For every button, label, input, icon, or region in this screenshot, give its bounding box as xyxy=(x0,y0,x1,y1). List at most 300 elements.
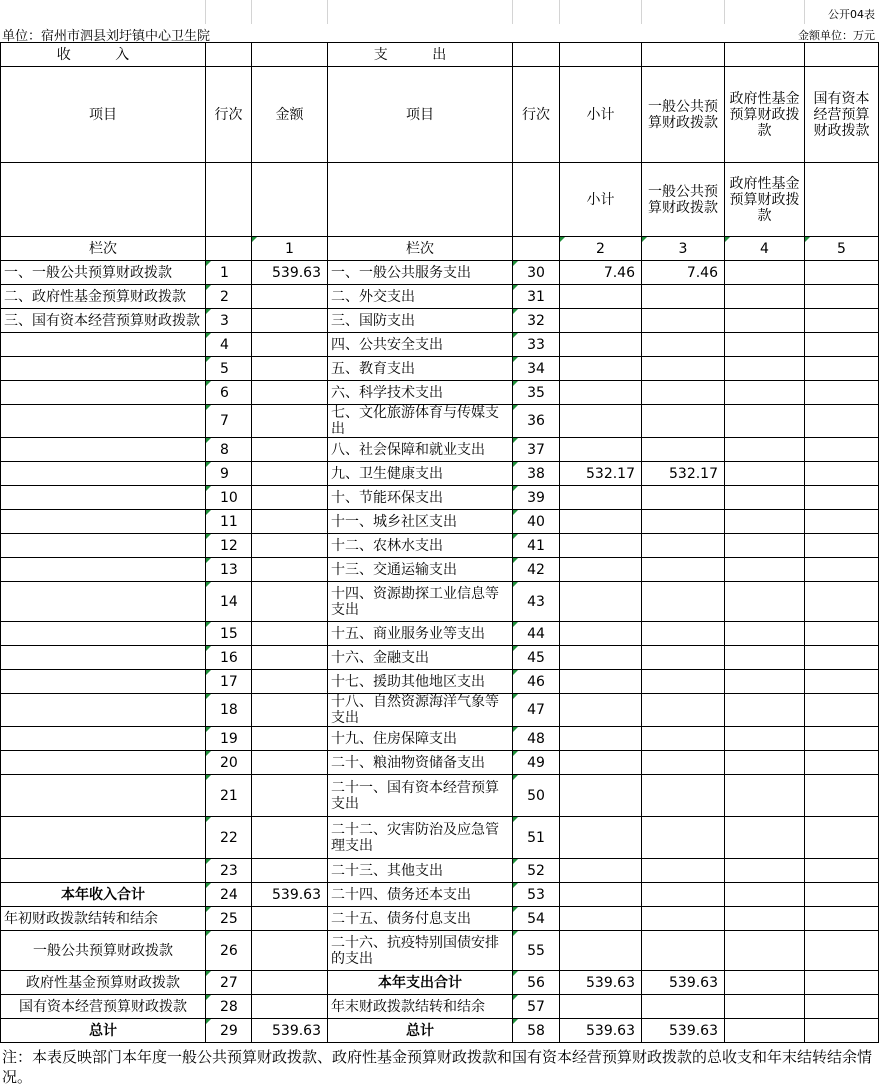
state-capital-amount xyxy=(805,333,879,357)
state-capital-amount xyxy=(805,510,879,534)
empty-cell xyxy=(805,163,879,237)
income-amount xyxy=(252,582,328,622)
expenditure-item: 二十六、抗疫特别国债安排的支出 xyxy=(328,931,513,971)
table-row xyxy=(1,775,879,817)
gov-fund-amount xyxy=(725,727,805,751)
table-row xyxy=(1,883,879,907)
expenditure-row-number: 54 xyxy=(513,907,560,931)
expenditure-row-number: 55 xyxy=(513,931,560,971)
gov-fund-amount xyxy=(725,405,805,438)
gov-fund-amount xyxy=(725,357,805,381)
income-amount xyxy=(252,817,328,859)
gov-fund-amount xyxy=(725,907,805,931)
income-item: 本年收入合计 xyxy=(1,883,206,907)
general-budget-amount xyxy=(642,907,725,931)
general-budget-amount xyxy=(642,931,725,971)
income-amount xyxy=(252,670,328,694)
income-amount: 539.63 xyxy=(252,883,328,907)
budget-table xyxy=(0,42,879,1043)
expenditure-item: 七、文化旅游体育与传媒支出 xyxy=(328,405,513,438)
income-header: 收 入 xyxy=(1,43,206,67)
state-capital-amount xyxy=(805,670,879,694)
income-item xyxy=(1,694,206,727)
subtotal-amount xyxy=(560,309,642,333)
general-budget-amount xyxy=(642,405,725,438)
income-item-header: 项目 xyxy=(1,67,206,163)
expenditure-row-number: 41 xyxy=(513,534,560,558)
income-amount xyxy=(252,622,328,646)
expenditure-item: 十三、交通运输支出 xyxy=(328,558,513,582)
state-capital-amount xyxy=(805,907,879,931)
general-budget-header: 一般公共预算财政拨款 xyxy=(642,67,725,163)
gov-fund-amount xyxy=(725,995,805,1019)
subtotal-amount xyxy=(560,582,642,622)
empty-cell xyxy=(805,43,879,67)
table-row xyxy=(1,357,879,381)
expenditure-item: 三、国防支出 xyxy=(328,309,513,333)
income-row-number: 2 xyxy=(206,285,252,309)
income-row-number: 4 xyxy=(206,333,252,357)
gov-fund-amount xyxy=(725,486,805,510)
subtotal-amount xyxy=(560,646,642,670)
expenditure-row-number: 49 xyxy=(513,751,560,775)
income-item xyxy=(1,622,206,646)
subtotal-amount xyxy=(560,907,642,931)
state-capital-amount xyxy=(805,462,879,486)
subtotal-amount: 539.63 xyxy=(560,971,642,995)
state-capital-amount xyxy=(805,931,879,971)
column-header-strip xyxy=(0,0,879,24)
subtotal-amount: 532.17 xyxy=(560,462,642,486)
expenditure-row-number: 46 xyxy=(513,670,560,694)
expenditure-row-number: 50 xyxy=(513,775,560,817)
expenditure-item: 十二、农林水支出 xyxy=(328,534,513,558)
subtotal-amount xyxy=(560,883,642,907)
form-code: 公开04表 xyxy=(828,8,875,21)
expenditure-item: 十五、商业服务业等支出 xyxy=(328,622,513,646)
empty-cell xyxy=(513,163,560,237)
table-row xyxy=(1,751,879,775)
empty-cell xyxy=(642,43,725,67)
income-item xyxy=(1,775,206,817)
state-capital-amount xyxy=(805,357,879,381)
expenditure-row-number: 52 xyxy=(513,859,560,883)
expenditure-item: 二十、粮油物资储备支出 xyxy=(328,751,513,775)
expenditure-item: 六、科学技术支出 xyxy=(328,381,513,405)
expenditure-item: 本年支出合计 xyxy=(328,971,513,995)
income-row-number: 9 xyxy=(206,462,252,486)
income-row-number: 17 xyxy=(206,670,252,694)
subtotal-amount xyxy=(560,405,642,438)
income-amount xyxy=(252,971,328,995)
expenditure-item: 二十五、债务付息支出 xyxy=(328,907,513,931)
general-budget-amount xyxy=(642,727,725,751)
section-header-row xyxy=(1,43,879,67)
expenditure-item: 十一、城乡社区支出 xyxy=(328,510,513,534)
table-row xyxy=(1,510,879,534)
gov-fund-amount xyxy=(725,931,805,971)
expenditure-item: 二十二、灾害防治及应急管理支出 xyxy=(328,817,513,859)
expenditure-item: 十八、自然资源海洋气象等支出 xyxy=(328,694,513,727)
subtotal-amount xyxy=(560,333,642,357)
income-amount xyxy=(252,333,328,357)
table-row xyxy=(1,438,879,462)
income-row-number: 23 xyxy=(206,859,252,883)
gov-fund-amount xyxy=(725,582,805,622)
income-item: 年初财政拨款结转和结余 xyxy=(1,907,206,931)
state-capital-amount xyxy=(805,381,879,405)
subtotal-amount xyxy=(560,727,642,751)
subtotal-amount: 7.46 xyxy=(560,261,642,285)
subtotal-amount xyxy=(560,670,642,694)
gov-fund-amount xyxy=(725,751,805,775)
table-row xyxy=(1,859,879,883)
general-budget-amount xyxy=(642,285,725,309)
income-amount: 539.63 xyxy=(252,1019,328,1043)
expenditure-item: 十六、金融支出 xyxy=(328,646,513,670)
income-amount xyxy=(252,727,328,751)
general-budget-amount xyxy=(642,694,725,727)
income-item xyxy=(1,357,206,381)
income-row-number: 6 xyxy=(206,381,252,405)
expenditure-row-number: 57 xyxy=(513,995,560,1019)
table-row xyxy=(1,381,879,405)
income-item: 国有资本经营预算财政拨款 xyxy=(1,995,206,1019)
income-amount xyxy=(252,775,328,817)
income-amount xyxy=(252,694,328,727)
expenditure-item: 总计 xyxy=(328,1019,513,1043)
subtotal-amount xyxy=(560,775,642,817)
table-row xyxy=(1,534,879,558)
income-column-no: 栏次 xyxy=(1,237,206,261)
income-row-number: 22 xyxy=(206,817,252,859)
table-row xyxy=(1,995,879,1019)
income-amount xyxy=(252,285,328,309)
income-row-number: 29 xyxy=(206,1019,252,1043)
income-row-number: 28 xyxy=(206,995,252,1019)
general-budget-amount xyxy=(642,510,725,534)
table-row xyxy=(1,727,879,751)
income-item: 一般公共预算财政拨款 xyxy=(1,931,206,971)
general-budget-amount xyxy=(642,646,725,670)
subtotal-amount xyxy=(560,558,642,582)
gov-fund-amount xyxy=(725,309,805,333)
state-capital-amount xyxy=(805,558,879,582)
income-item xyxy=(1,534,206,558)
income-item xyxy=(1,462,206,486)
income-item: 三、国有资本经营预算财政拨款 xyxy=(1,309,206,333)
income-item: 总计 xyxy=(1,1019,206,1043)
subtotal-amount xyxy=(560,817,642,859)
expenditure-row-number: 30 xyxy=(513,261,560,285)
subtotal-amount xyxy=(560,486,642,510)
subtotal-amount: 539.63 xyxy=(560,1019,642,1043)
state-capital-amount xyxy=(805,534,879,558)
expenditure-header: 支 出 xyxy=(328,43,513,67)
unit-name: 单位：宿州市泗县刘圩镇中心卫生院 xyxy=(2,29,211,44)
table-row xyxy=(1,670,879,694)
income-item xyxy=(1,438,206,462)
general-budget-amount xyxy=(642,995,725,1019)
state-capital-amount xyxy=(805,1019,879,1043)
general-budget-amount xyxy=(642,558,725,582)
money-unit: 金额单位：万元 xyxy=(798,29,875,42)
expenditure-item: 九、卫生健康支出 xyxy=(328,462,513,486)
income-row-number: 11 xyxy=(206,510,252,534)
income-amount xyxy=(252,357,328,381)
income-row-number: 1 xyxy=(206,261,252,285)
income-item xyxy=(1,486,206,510)
income-amount xyxy=(252,646,328,670)
empty-cell xyxy=(252,43,328,67)
expenditure-row-number: 31 xyxy=(513,285,560,309)
table-row xyxy=(1,333,879,357)
subtotal-amount xyxy=(560,859,642,883)
empty-cell xyxy=(513,43,560,67)
state-capital-amount xyxy=(805,285,879,309)
state-capital-amount xyxy=(805,405,879,438)
income-item xyxy=(1,751,206,775)
expenditure-item: 十、节能环保支出 xyxy=(328,486,513,510)
general-budget-amount xyxy=(642,333,725,357)
gov-fund-amount xyxy=(725,285,805,309)
table-row xyxy=(1,1019,879,1043)
state-capital-amount xyxy=(805,751,879,775)
income-amount xyxy=(252,995,328,1019)
subtotal-amount xyxy=(560,694,642,727)
expenditure-row-number: 32 xyxy=(513,309,560,333)
unit-line xyxy=(0,24,879,42)
gov-fund-amount xyxy=(725,670,805,694)
income-item xyxy=(1,582,206,622)
income-amount xyxy=(252,907,328,931)
expenditure-row-number: 45 xyxy=(513,646,560,670)
income-row-number: 21 xyxy=(206,775,252,817)
expenditure-row-number: 48 xyxy=(513,727,560,751)
expenditure-item: 一、一般公共服务支出 xyxy=(328,261,513,285)
gov-fund-amount xyxy=(725,646,805,670)
table-row xyxy=(1,261,879,285)
empty-cell xyxy=(206,43,252,67)
income-item: 一、一般公共预算财政拨款 xyxy=(1,261,206,285)
table-row xyxy=(1,646,879,670)
expenditure-row-number: 53 xyxy=(513,883,560,907)
income-item xyxy=(1,558,206,582)
empty-cell xyxy=(1,163,206,237)
expenditure-item-header: 项目 xyxy=(328,67,513,163)
state-capital-amount xyxy=(805,727,879,751)
income-item xyxy=(1,405,206,438)
income-amount xyxy=(252,751,328,775)
expenditure-row-number: 39 xyxy=(513,486,560,510)
subtotal-amount xyxy=(560,381,642,405)
income-amount xyxy=(252,534,328,558)
gov-fund-amount xyxy=(725,622,805,646)
expenditure-row-number: 56 xyxy=(513,971,560,995)
state-capital-amount xyxy=(805,775,879,817)
general-budget-amount xyxy=(642,357,725,381)
gov-fund-header: 政府性基金预算财政拨款 xyxy=(725,67,805,163)
subtotal-amount xyxy=(560,622,642,646)
income-amount xyxy=(252,558,328,582)
state-capital-amount xyxy=(805,995,879,1019)
income-item: 政府性基金预算财政拨款 xyxy=(1,971,206,995)
state-capital-amount xyxy=(805,883,879,907)
expenditure-column-no: 栏次 xyxy=(328,237,513,261)
table-row xyxy=(1,582,879,622)
subtotal-amount xyxy=(560,995,642,1019)
state-capital-amount xyxy=(805,309,879,333)
subtotal-amount xyxy=(560,534,642,558)
gov-fund-amount xyxy=(725,558,805,582)
empty-cell xyxy=(252,163,328,237)
gov-fund-amount xyxy=(725,438,805,462)
income-item xyxy=(1,381,206,405)
gov-fund-amount xyxy=(725,381,805,405)
subtotal-amount xyxy=(560,357,642,381)
expenditure-item: 年末财政拨款结转和结余 xyxy=(328,995,513,1019)
general-budget-amount xyxy=(642,381,725,405)
gov-fund-amount xyxy=(725,462,805,486)
col4-label: 4 xyxy=(725,237,805,261)
state-capital-amount xyxy=(805,817,879,859)
expenditure-row-number: 51 xyxy=(513,817,560,859)
income-item xyxy=(1,727,206,751)
income-amount xyxy=(252,309,328,333)
state-capital-amount xyxy=(805,971,879,995)
income-row-number: 5 xyxy=(206,357,252,381)
expenditure-row-number: 35 xyxy=(513,381,560,405)
income-row-number: 26 xyxy=(206,931,252,971)
income-amount xyxy=(252,381,328,405)
income-amount xyxy=(252,405,328,438)
table-row xyxy=(1,486,879,510)
expenditure-row-number: 40 xyxy=(513,510,560,534)
expenditure-item: 二十三、其他支出 xyxy=(328,859,513,883)
empty-cell xyxy=(560,43,642,67)
expenditure-row-number: 58 xyxy=(513,1019,560,1043)
state-capital-amount xyxy=(805,582,879,622)
table-row xyxy=(1,817,879,859)
expenditure-row-number: 36 xyxy=(513,405,560,438)
income-row-number: 25 xyxy=(206,907,252,931)
income-amount xyxy=(252,438,328,462)
gov-fund-amount xyxy=(725,817,805,859)
expenditure-item: 十七、援助其他地区支出 xyxy=(328,670,513,694)
income-row-number: 20 xyxy=(206,751,252,775)
income-row-number: 24 xyxy=(206,883,252,907)
table-row xyxy=(1,931,879,971)
income-amount xyxy=(252,931,328,971)
expenditure-row-number: 42 xyxy=(513,558,560,582)
subtotal-amount xyxy=(560,510,642,534)
income-row-number: 19 xyxy=(206,727,252,751)
income-item xyxy=(1,510,206,534)
state-capital-amount xyxy=(805,622,879,646)
general-budget-amount xyxy=(642,534,725,558)
general-budget-amount xyxy=(642,859,725,883)
table-row xyxy=(1,405,879,438)
state-capital-amount xyxy=(805,646,879,670)
column-header-row xyxy=(1,67,879,163)
expenditure-rowno-header: 行次 xyxy=(513,67,560,163)
subtotal-amount xyxy=(560,931,642,971)
income-rowno-header: 行次 xyxy=(206,67,252,163)
income-row-number: 16 xyxy=(206,646,252,670)
gov-fund-amount xyxy=(725,883,805,907)
expenditure-row-number: 47 xyxy=(513,694,560,727)
expenditure-item: 八、社会保障和就业支出 xyxy=(328,438,513,462)
table-body xyxy=(1,43,879,1043)
gov-fund-amount xyxy=(725,510,805,534)
gov-fund-amount xyxy=(725,775,805,817)
table-row xyxy=(1,558,879,582)
state-capital-amount xyxy=(805,486,879,510)
general-budget-amount: 7.46 xyxy=(642,261,725,285)
table-row xyxy=(1,462,879,486)
general-budget-subheader: 一般公共预算财政拨款 xyxy=(642,163,725,237)
gov-fund-amount xyxy=(725,261,805,285)
subtotal-subheader: 小计 xyxy=(560,163,642,237)
state-capital-header: 国有资本经营预算财政拨款 xyxy=(805,67,879,163)
expenditure-row-number: 33 xyxy=(513,333,560,357)
sub-header-row xyxy=(1,163,879,237)
general-budget-amount xyxy=(642,670,725,694)
general-budget-amount: 532.17 xyxy=(642,462,725,486)
table-row xyxy=(1,694,879,727)
subtotal-amount xyxy=(560,438,642,462)
footnote: 注：本表反映部门本年度一般公共预算财政拨款、政府性基金预算财政拨款和国有资本经营预算财政拨款的总收支和年末结转结余情况。 xyxy=(2,1048,873,1086)
general-budget-amount xyxy=(642,486,725,510)
income-amount xyxy=(252,510,328,534)
income-row-number: 15 xyxy=(206,622,252,646)
column-number-row xyxy=(1,237,879,261)
col3-label: 3 xyxy=(642,237,725,261)
income-item xyxy=(1,859,206,883)
general-budget-amount: 539.63 xyxy=(642,971,725,995)
expenditure-row-number: 43 xyxy=(513,582,560,622)
gov-fund-amount xyxy=(725,971,805,995)
table-row xyxy=(1,907,879,931)
expenditure-item: 四、公共安全支出 xyxy=(328,333,513,357)
general-budget-amount xyxy=(642,751,725,775)
subtotal-amount xyxy=(560,285,642,309)
empty-cell xyxy=(513,237,560,261)
general-budget-amount xyxy=(642,309,725,333)
general-budget-amount xyxy=(642,775,725,817)
income-item xyxy=(1,646,206,670)
table-row xyxy=(1,622,879,646)
income-row-number: 10 xyxy=(206,486,252,510)
empty-cell xyxy=(206,237,252,261)
col5-label: 5 xyxy=(805,237,879,261)
table-row xyxy=(1,285,879,309)
gov-fund-amount xyxy=(725,534,805,558)
empty-cell xyxy=(328,163,513,237)
general-budget-amount xyxy=(642,817,725,859)
empty-cell xyxy=(725,43,805,67)
general-budget-amount xyxy=(642,582,725,622)
state-capital-amount xyxy=(805,261,879,285)
expenditure-item: 二十一、国有资本经营预算支出 xyxy=(328,775,513,817)
gov-fund-amount xyxy=(725,333,805,357)
expenditure-item: 五、教育支出 xyxy=(328,357,513,381)
income-item xyxy=(1,670,206,694)
subtotal-header: 小计 xyxy=(560,67,642,163)
expenditure-item: 二、外交支出 xyxy=(328,285,513,309)
expenditure-row-number: 38 xyxy=(513,462,560,486)
expenditure-row-number: 44 xyxy=(513,622,560,646)
